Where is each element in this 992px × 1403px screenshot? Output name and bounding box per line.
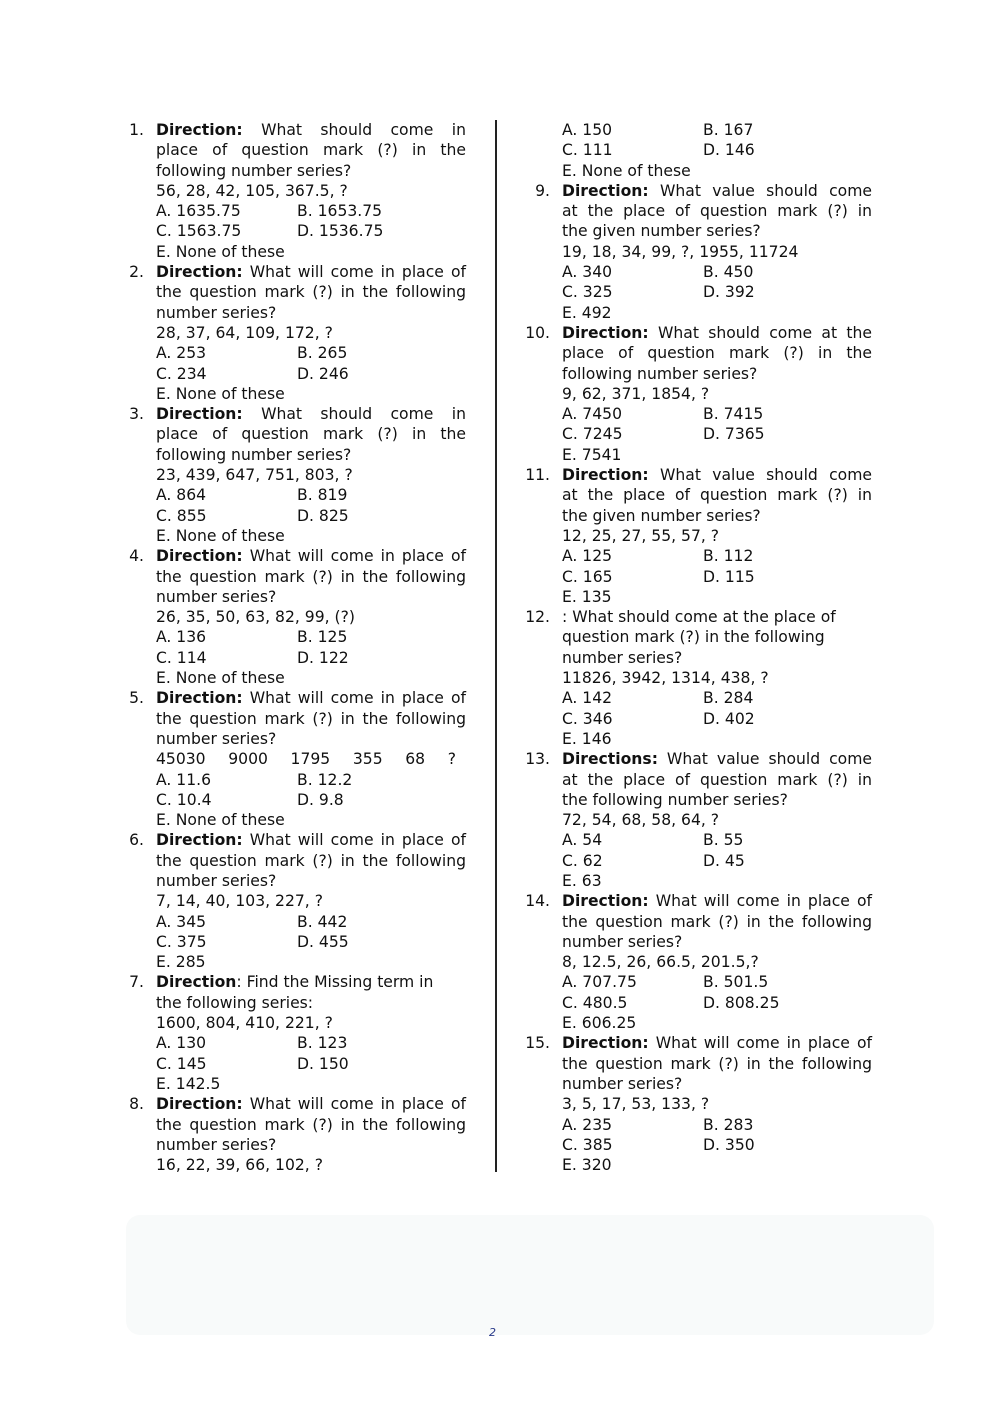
answer-option: C. 234 — [156, 364, 207, 383]
answer-option: A. 1635.75 — [156, 202, 241, 221]
answer-option: B. 125 — [297, 628, 348, 647]
options-row — [562, 709, 872, 729]
number-series: 8, 12.5, 26, 66.5, 201.5,? — [562, 953, 759, 972]
answer-option: D. 392 — [703, 283, 755, 302]
options-row — [562, 303, 872, 323]
question-text-line: number series? — [156, 587, 277, 606]
answer-option: A. 11.6 — [156, 770, 212, 789]
question-text-line: number series? — [156, 871, 277, 890]
question — [116, 546, 470, 688]
answer-option: A. 136 — [156, 628, 207, 647]
question — [116, 1094, 470, 1175]
number-series: 23, 439, 647, 751, 803, ? — [156, 466, 353, 485]
question-text-line: : What should come at the place of — [562, 608, 836, 627]
answer-option: B. 55 — [703, 831, 744, 850]
question-number: 14. — [525, 892, 550, 911]
answer-option: A. 707.75 — [562, 973, 637, 992]
column-divider — [495, 120, 497, 1172]
answer-option: D. 150 — [297, 1054, 349, 1073]
answer-option: C. 7245 — [562, 425, 623, 444]
number-series: 28, 37, 64, 109, 172, ? — [156, 323, 333, 342]
answer-option: C. 165 — [562, 567, 613, 586]
question-text-line: the question mark (?) in the following — [562, 912, 872, 931]
options-row — [562, 972, 872, 992]
question-text-line: the question mark (?) in the following — [156, 1115, 466, 1134]
options-row — [156, 810, 466, 830]
question-text-line: the following series: — [156, 993, 314, 1012]
answer-option: E. None of these — [156, 526, 285, 545]
answer-option: C. 480.5 — [562, 993, 628, 1012]
question-text-line: Direction: What value should come — [562, 181, 872, 200]
question-text-line: at the place of question mark (?) in — [562, 486, 872, 505]
question — [522, 891, 876, 1033]
number-series: 7, 14, 40, 103, 227, ? — [156, 892, 323, 911]
question-text-line: number series? — [156, 1135, 277, 1154]
answer-option: B. 167 — [703, 121, 754, 139]
question-number: 5. — [129, 689, 144, 708]
answer-option: E. 606.25 — [562, 1014, 637, 1033]
answer-option: C. 855 — [156, 506, 207, 525]
answer-option: D. 455 — [297, 932, 349, 951]
question-number: 13. — [525, 750, 550, 769]
answer-option: C. 114 — [156, 648, 207, 667]
answer-option: E. 285 — [156, 953, 206, 972]
options-row — [156, 1033, 466, 1053]
direction-label: Direction: — [562, 892, 649, 911]
number-series: 26, 35, 50, 63, 82, 99, (?) — [156, 608, 355, 627]
direction-label: Direction: — [562, 466, 649, 485]
question — [522, 181, 876, 323]
question-number: 4. — [129, 547, 144, 566]
question-text-line: at the place of question mark (?) in — [562, 202, 872, 221]
question-text-line: Direction: What should come in — [156, 405, 466, 424]
options-row — [562, 688, 872, 708]
question-text-line: the question mark (?) in the following — [156, 567, 466, 586]
options-row — [156, 242, 466, 262]
number-series: 1600, 804, 410, 221, ? — [156, 1014, 333, 1033]
answer-option: B. 12.2 — [297, 770, 353, 789]
question-text-line: question mark (?) in the following — [562, 628, 825, 647]
answer-option: D. 1536.75 — [297, 222, 384, 241]
right-column — [522, 120, 876, 1175]
question — [116, 262, 470, 404]
question-number: 11. — [525, 466, 550, 485]
options-row — [562, 567, 872, 587]
answer-option: D. 146 — [703, 141, 755, 160]
question-text-line: Direction: What will come in place of — [156, 689, 466, 708]
number-series: 11826, 3942, 1314, 438, ? — [562, 669, 769, 688]
answer-option: A. 340 — [562, 263, 613, 282]
answer-option: D. 402 — [703, 709, 755, 728]
question-text-line: Direction: What will come in place of — [156, 263, 466, 282]
options-row — [562, 282, 872, 302]
number-series: 16, 22, 39, 66, 102, ? — [156, 1156, 323, 1175]
question-number: 3. — [129, 405, 144, 424]
question-text-line: the question mark (?) in the following — [156, 283, 466, 302]
answer-option: D. 122 — [297, 648, 349, 667]
question-text-line: Direction: What value should come — [562, 466, 872, 485]
options-row — [156, 221, 466, 241]
question — [116, 830, 470, 972]
answer-option: E. None of these — [156, 242, 285, 261]
question-number: 10. — [525, 323, 550, 342]
number-series: 56, 28, 42, 105, 367.5, ? — [156, 181, 348, 200]
answer-option: B. 284 — [703, 689, 754, 708]
question — [116, 972, 470, 1094]
question-text-line: number series? — [562, 1074, 683, 1093]
question — [116, 688, 470, 830]
question-text-line: place of question mark (?) in the — [156, 425, 466, 444]
answer-option: E. 135 — [562, 587, 612, 606]
question-text-line: the given number series? — [562, 222, 761, 241]
options-row — [562, 404, 872, 424]
direction-label: Direction: — [156, 121, 243, 139]
question — [522, 465, 876, 607]
question-number: 1. — [129, 121, 144, 139]
options-row — [156, 1054, 466, 1074]
answer-option: D. 115 — [703, 567, 755, 586]
direction-label: Direction: — [156, 547, 243, 566]
options-row — [562, 140, 872, 160]
question-text-line: Direction: What will come in place of — [562, 892, 872, 911]
question-text-line: following number series? — [156, 161, 352, 180]
question-text-line: the given number series? — [562, 506, 761, 525]
answer-option: E. None of these — [562, 161, 691, 180]
number-series: 3, 5, 17, 53, 133, ? — [562, 1095, 710, 1114]
question-text-line: Directions: What value should come — [562, 750, 872, 769]
question-text-line: Direction: What will come in place of — [156, 547, 466, 566]
answer-option: C. 346 — [562, 709, 613, 728]
answer-option: D. 45 — [703, 851, 745, 870]
answer-option: D. 9.8 — [297, 790, 344, 809]
question-text-line: number series? — [562, 932, 683, 951]
options-row — [562, 120, 872, 140]
number-series: 45030 9000 1795 355 68 ? — [156, 750, 456, 769]
direction-label: Direction: — [156, 689, 243, 708]
number-series: 72, 54, 68, 58, 64, ? — [562, 811, 720, 830]
question-text-line: the question mark (?) in the following — [562, 1054, 872, 1073]
question-text-line: place of question mark (?) in the — [156, 141, 466, 160]
question-text-line: at the place of question mark (?) in — [562, 770, 872, 789]
options-row — [562, 993, 872, 1013]
answer-option: E. None of these — [156, 384, 285, 403]
footer-banner — [126, 1215, 934, 1335]
answer-option: A. 864 — [156, 486, 207, 505]
question-number: 2. — [129, 263, 144, 282]
answer-option: B. 7415 — [703, 405, 764, 424]
options-row — [156, 506, 466, 526]
direction-label: Direction: — [156, 1095, 243, 1114]
question — [522, 749, 876, 891]
answer-option: E. 320 — [562, 1156, 612, 1175]
options-row — [562, 871, 872, 891]
question-number: 6. — [129, 831, 144, 850]
question-text-line: Direction: What will come in place of — [156, 831, 466, 850]
answer-option: A. 130 — [156, 1034, 207, 1053]
answer-option: E. 142.5 — [156, 1074, 221, 1093]
answer-option: A. 125 — [562, 547, 613, 566]
question-text-line: the question mark (?) in the following — [156, 851, 466, 870]
question-text-line: the question mark (?) in the following — [156, 709, 466, 728]
answer-option: E. 492 — [562, 303, 612, 322]
question-text-line: Direction: What should come at the — [562, 323, 872, 342]
options-row — [156, 912, 466, 932]
number-series: 19, 18, 34, 99, ?, 1955, 11724 — [562, 242, 799, 261]
question — [522, 323, 876, 465]
answer-option: A. 253 — [156, 344, 207, 363]
question — [522, 607, 876, 749]
options-row — [562, 1155, 872, 1175]
question — [522, 1033, 876, 1175]
answer-option: E. None of these — [156, 669, 285, 688]
left-column — [116, 120, 470, 1175]
question-text-line: following number series? — [562, 364, 758, 383]
answer-option: D. 825 — [297, 506, 349, 525]
answer-option: B. 819 — [297, 486, 348, 505]
options-row — [562, 1115, 872, 1135]
options-row — [156, 485, 466, 505]
question — [522, 120, 876, 181]
options-row — [156, 932, 466, 952]
question-number: 9. — [535, 181, 550, 200]
question-number: 8. — [129, 1095, 144, 1114]
options-row — [156, 1074, 466, 1094]
answer-option: B. 283 — [703, 1115, 754, 1134]
options-row — [156, 627, 466, 647]
options-row — [156, 790, 466, 810]
options-row — [156, 364, 466, 384]
answer-option: C. 375 — [156, 932, 207, 951]
question-text-line: number series? — [156, 729, 277, 748]
answer-option: C. 385 — [562, 1135, 613, 1154]
answer-option: E. 146 — [562, 729, 612, 748]
direction-label: Direction — [156, 973, 237, 992]
answer-option: D. 808.25 — [703, 993, 780, 1012]
answer-option: B. 123 — [297, 1034, 348, 1053]
direction-label: Direction: — [156, 263, 243, 282]
question-text-line: place of question mark (?) in the — [562, 344, 872, 363]
question — [116, 120, 470, 262]
options-row — [562, 729, 872, 749]
question-text-line: Direction: What will come in place of — [156, 1095, 466, 1114]
answer-option: A. 7450 — [562, 405, 622, 424]
question-text-line: Direction: Find the Missing term in — [156, 973, 434, 992]
question-number: 15. — [525, 1034, 550, 1053]
question-number: 7. — [129, 973, 144, 992]
answer-option: C. 62 — [562, 851, 603, 870]
options-row — [156, 952, 466, 972]
answer-option: D. 246 — [297, 364, 349, 383]
answer-option: A. 54 — [562, 831, 603, 850]
answer-option: C. 325 — [562, 283, 613, 302]
direction-label: Direction: — [562, 181, 649, 200]
options-row — [562, 424, 872, 444]
answer-option: B. 442 — [297, 912, 348, 931]
options-row — [156, 526, 466, 546]
answer-option: A. 235 — [562, 1115, 613, 1134]
options-row — [562, 262, 872, 282]
options-row — [562, 851, 872, 871]
options-row — [156, 343, 466, 363]
answer-option: D. 350 — [703, 1135, 755, 1154]
answer-option: B. 501.5 — [703, 973, 769, 992]
direction-label: Direction: — [562, 323, 649, 342]
question-text-line: Direction: What will come in place of — [562, 1034, 872, 1053]
answer-option: C. 145 — [156, 1054, 207, 1073]
options-row — [156, 770, 466, 790]
question-text-line: number series? — [562, 648, 683, 667]
direction-label: Direction: — [156, 405, 243, 424]
question-text-line: number series? — [156, 303, 277, 322]
answer-option: B. 450 — [703, 263, 754, 282]
answer-option: C. 111 — [562, 141, 613, 160]
answer-option: E. 7541 — [562, 445, 622, 464]
question-text-line: following number series? — [156, 445, 352, 464]
answer-option: B. 265 — [297, 344, 348, 363]
answer-option: A. 150 — [562, 121, 613, 139]
answer-option: C. 1563.75 — [156, 222, 242, 241]
options-row — [156, 201, 466, 221]
options-row — [562, 161, 872, 181]
question-number: 12. — [525, 608, 550, 627]
direction-label: Directions: — [562, 750, 658, 769]
options-row — [562, 830, 872, 850]
options-row — [156, 668, 466, 688]
direction-label: Direction: — [562, 1034, 649, 1053]
answer-option: B. 1653.75 — [297, 202, 383, 221]
number-series: 9, 62, 371, 1854, ? — [562, 384, 710, 403]
options-row — [562, 1013, 872, 1033]
options-row — [562, 1135, 872, 1155]
answer-option: A. 345 — [156, 912, 207, 931]
options-row — [562, 546, 872, 566]
answer-option: E. None of these — [156, 811, 285, 830]
number-series: 12, 25, 27, 55, 57, ? — [562, 526, 720, 545]
page-number: 2 — [489, 1326, 496, 1339]
question-text-line: Direction: What should come in — [156, 121, 466, 139]
options-row — [562, 445, 872, 465]
answer-option: D. 7365 — [703, 425, 765, 444]
answer-option: C. 10.4 — [156, 790, 212, 809]
answer-option: A. 142 — [562, 689, 613, 708]
options-row — [562, 587, 872, 607]
answer-option: B. 112 — [703, 547, 754, 566]
question — [116, 404, 470, 546]
direction-label: Direction: — [156, 831, 243, 850]
question-text-line: the following number series? — [562, 790, 788, 809]
options-row — [156, 384, 466, 404]
answer-option: E. 63 — [562, 871, 602, 890]
options-row — [156, 648, 466, 668]
